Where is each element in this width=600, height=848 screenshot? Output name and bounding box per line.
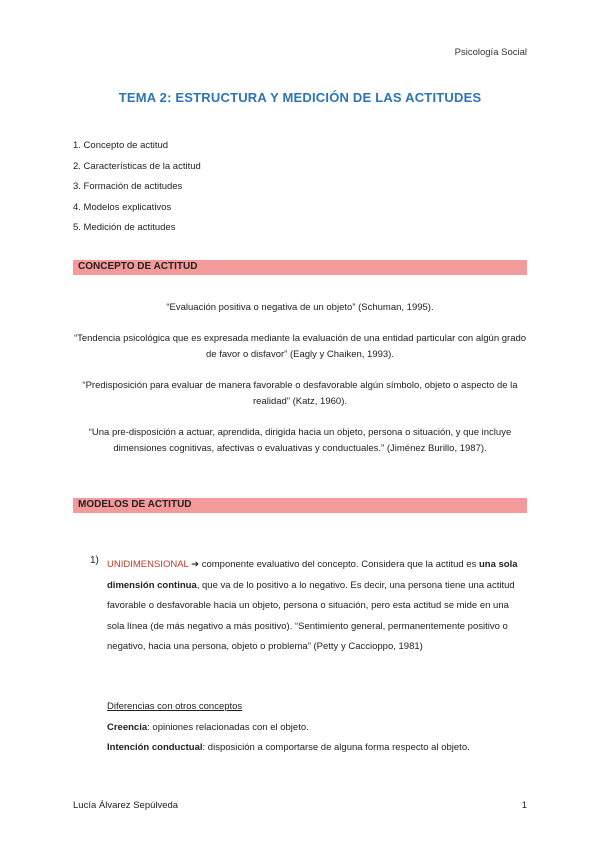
model-text-a: componente evaluativo del concepto. Considera que la actitud es	[199, 559, 479, 570]
page-number: 1	[521, 800, 527, 811]
page-title: TEMA 2: ESTRUCTURA Y MEDICIÓN DE LAS ACTITUDES	[118, 90, 482, 105]
difference-term: Creencia	[107, 721, 148, 733]
model-text-b: , que va de lo positivo a lo negativo. Es decir, una persona tiene una actitud favorable o desfavorable hacia un objeto, persona o situación, pero esta actitud se mide en una sola línea (de más negativo a más positivo). “Sentimiento general, permanentemente positivo o negativo, hacia una persona, objeto o problema” (Petty y Caccioppo, 1981)	[107, 579, 515, 652]
differences-block	[107, 697, 527, 759]
model-description	[107, 555, 527, 658]
toc-item: 3. Formación de actitudes	[73, 181, 183, 192]
model-name: UNIDIMENSIONAL	[107, 559, 189, 570]
differences-heading: Diferencias con otros conceptos	[107, 701, 243, 712]
definition-quote: “Una pre-disposición a actuar, aprendida, dirigida hacia un objeto, persona o situación, y que incluye dimensiones cognitivas, afectivas o evaluativas y conductuales.” (Jiménez Burillo, 1987).	[88, 426, 512, 454]
section-heading-concepto	[73, 260, 527, 275]
model-number: 1)	[90, 555, 99, 566]
definition-quote: “Tendencia psicológica que es expresada mediante la evaluación de una entidad particular con algún grado de favor o disfavor” (Eagly y Chaiken, 1993).	[73, 332, 527, 360]
definition-quote: “Predisposición para evaluar de manera favorable o desfavorable algún símbolo, objeto o aspecto de la realidad” (Katz, 1960).	[82, 379, 518, 407]
model-text-bold: una sola dimensión continua	[107, 559, 518, 591]
difference-desc: : disposición a comportarse de alguna forma respecto al objeto.	[202, 742, 470, 753]
footer-author: Lucía Álvarez Sepúlveda	[73, 800, 179, 811]
arrow-icon: ➔	[191, 559, 200, 570]
difference-desc: : opiniones relacionadas con el objeto.	[147, 721, 309, 733]
toc-item: 2. Características de la actitud	[73, 160, 201, 172]
definitions-block	[73, 300, 527, 472]
definition-quote: “Evaluación positiva o negativa de un objeto” (Schuman, 1995).	[166, 302, 434, 313]
difference-term: Intención conductual	[107, 742, 203, 753]
difference-item	[107, 718, 527, 739]
header-course: Psicología Social	[454, 47, 527, 58]
toc-item: 5. Medición de actitudes	[73, 222, 176, 233]
toc-item: 1. Concepto de actitud	[73, 140, 169, 151]
section-heading-text: CONCEPTO DE ACTITUD	[78, 261, 198, 272]
section-heading-text: MODELOS DE ACTITUD	[78, 499, 192, 510]
section-heading-modelos	[73, 498, 527, 513]
difference-item	[107, 738, 527, 759]
table-of-contents	[73, 136, 201, 239]
toc-item: 4. Modelos explicativos	[73, 201, 172, 213]
